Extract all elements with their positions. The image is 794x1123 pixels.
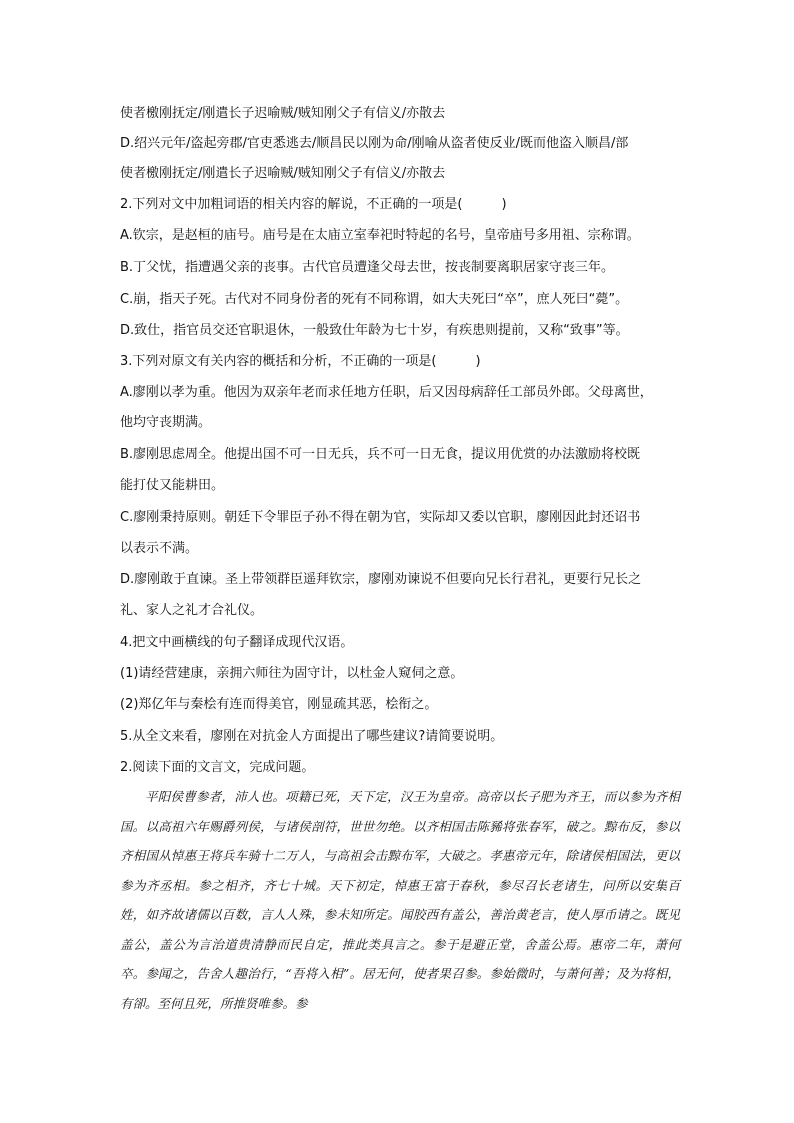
classical-passage [120, 782, 680, 1018]
question-3: 3.下列对原文有关内容的概括和分析，不正确的一项是( ) [120, 354, 481, 369]
section-heading: 2.阅读下面的文言文，完成问题。 [120, 760, 315, 775]
option-c: C.廖刚秉持原则。朝廷下令罪臣子孙不得在朝为官，实际却又委以官职，廖刚因此封还诏书 [120, 510, 641, 525]
question-4: 4.把文中画横线的句子翻译成现代汉语。 [120, 635, 354, 650]
passage-text: 平阳侯曹参者，沛人也。项籍已死，天下定，汉王为皇帝。高帝以长子肥为齐王，而以参为齐相国。以高祖六年赐爵列侯，与诸侯剖符，世世勿绝。以齐相国击陈豨将张春军，破之。黥布反，参以齐相国从悼惠王将兵车骑十二万人，与高祖会击黥布军，大破之。孝惠帝元年，除诸侯相国法，更以参为齐丞相。参之相齐，齐七十城。天下初定，悼惠王富于春秋，参尽召长老诸生，问所以安集百姓，如齐故诸儒以百数，言人人殊，参未知所定。闻胶西有盖公，善治黄老言，使人厚币请之。既见盖公，盖公为言治道贵清静而民自定，推此类具言之。参于是避正堂，舍盖公焉。惠帝二年，萧何卒。参闻之，告舍人趣治行，“吾将入相”。居无何，使者果召参。参始微时，与萧何善；及为将相，有卻。至何且死，所推贤唯参。参 [120, 789, 680, 1011]
text-line: D.绍兴元年/盗起旁郡/官吏悉逃去/顺昌民以刚为命/刚喻从盗者使反业/既而他盗入顺昌/部 [120, 136, 629, 151]
option-a-cont: 他均守丧期满。 [120, 415, 212, 430]
question-4-item-1: (1)请经营建康，亲拥六师往为固守计，以杜金人窥伺之意。 [120, 666, 464, 681]
option-d-cont: 礼、家人之礼才合礼仪。 [120, 603, 264, 618]
option-d: D.致仕，指官员交还官职退休，一般致仕年龄为七十岁，有疾患则提前，又称“致事”等。 [120, 323, 629, 338]
question-5: 5.从全文来看，廖刚在对抗金人方面提出了哪些建议?请简要说明。 [120, 729, 504, 744]
option-b: B.廖刚思虑周全。他提出国不可一日无兵，兵不可一日无食，提议用优赏的办法激励将校既 [120, 447, 641, 462]
text-line: 使者檄刚抚定/刚遣长子迟喻贼/贼知刚父子有信义/亦散去 [120, 106, 446, 121]
option-b: B.丁父忧，指遭遇父亲的丧事。古代官员遭逢父母去世，按丧制要离职居家守丧三年。 [120, 260, 615, 275]
option-a: A.廖刚以孝为重。他因为双亲年老而求任地方任职，后又因母病辞任工部员外郎。父母离世， [120, 385, 653, 400]
text-line: 使者檄刚抚定/刚遣长子迟喻贼/贼知刚父子有信义/亦散去 [120, 166, 446, 181]
option-b-cont: 能打仗又能耕田。 [120, 478, 225, 493]
question-2: 2.下列对文中加粗词语的相关内容的解说，不正确的一项是( ) [120, 197, 507, 212]
option-c-cont: 以表示不满。 [120, 541, 199, 556]
option-d: D.廖刚敢于直谏。圣上带领群臣遥拜钦宗，廖刚劝谏说不但要向兄长行君礼，更要行兄长之 [120, 572, 642, 587]
option-a: A.钦宗，是赵桓的庙号。庙号是在太庙立室奉祀时特起的名号，皇帝庙号多用祖、宗称谓。 [120, 228, 640, 243]
option-c: C.崩，指天子死。古代对不同身份者的死有不同称谓，如大夫死曰“卒”，庶人死曰“薨”。 [120, 292, 629, 307]
question-4-item-2: (2)郑亿年与秦桧有连而得美官，刚显疏其恶，桧衔之。 [120, 697, 438, 712]
